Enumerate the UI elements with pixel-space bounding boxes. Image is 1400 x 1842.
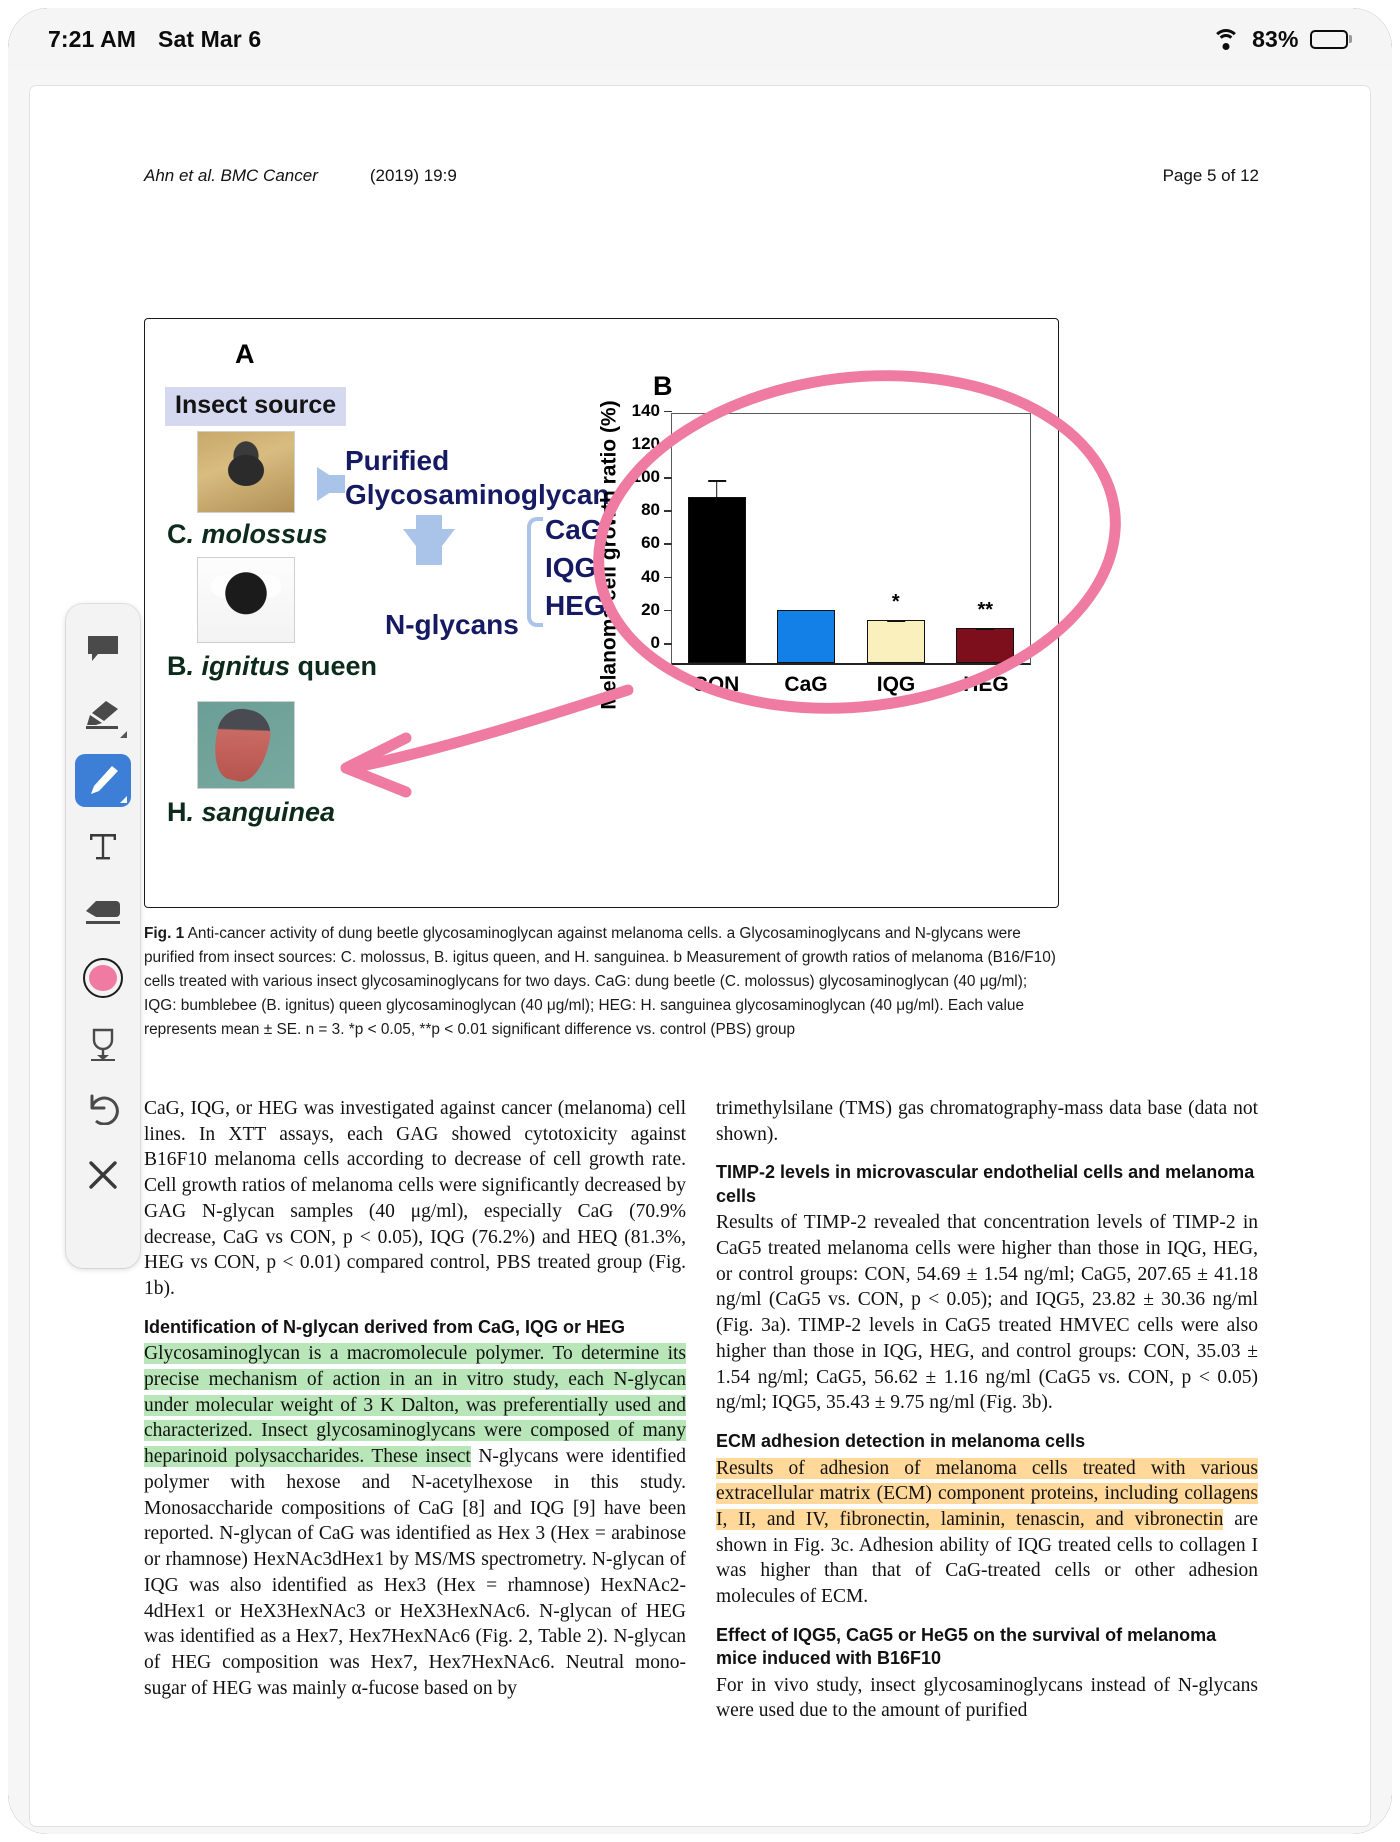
tool-options-corner-icon[interactable] bbox=[120, 731, 127, 738]
highlighter-tool[interactable] bbox=[75, 688, 131, 742]
species-name-3: H. sanguinea bbox=[167, 797, 336, 827]
text-tool[interactable] bbox=[75, 819, 131, 873]
running-head bbox=[144, 166, 1259, 186]
right-heading-3: Effect of IQG5, CaG5 or HeG5 on the survival of melanoma mice induced with B16F10 bbox=[716, 1624, 1217, 1669]
arrow-right-icon bbox=[317, 467, 343, 501]
photo-c-molossus bbox=[197, 431, 295, 513]
screen bbox=[8, 8, 1392, 1834]
arrow-down-icon bbox=[403, 529, 455, 563]
text-T-icon bbox=[88, 830, 118, 862]
y-tick-120: 120 bbox=[632, 434, 672, 454]
insect-source-label: Insect source bbox=[165, 387, 346, 426]
gag-list: CaG IQG HEG bbox=[545, 514, 606, 622]
species-name-1: C. molossus bbox=[167, 519, 328, 549]
y-tick-40: 40 bbox=[641, 567, 672, 587]
status-date: Sat Mar 6 bbox=[158, 25, 262, 52]
chart-bars bbox=[672, 414, 1030, 663]
x-tick-con: CON bbox=[692, 673, 740, 696]
comment-tool[interactable] bbox=[75, 622, 131, 676]
color-circle-icon bbox=[83, 958, 123, 998]
left-para-1: CaG, IQG, or HEG was investigated against cancer (melanoma) cell lines. In XTT assays, each GAG showed cytotoxicity against B16F10 melanoma cells according to decrease of cell growth rate. Cell growth ratios of melanoma cells were significantly decreased by GAG N-glycan samples (40 μg/ml), especially CaG (70.9% decrease, CaG vs CON, p < 0.05), IQG (76.2%) and HEQ (81.3%, HEG vs CON, p < 0.01) compared control, PBS treated group (Fig. 1b). bbox=[144, 1098, 686, 1300]
running-head-volume: (2019) 19:9 bbox=[369, 166, 457, 185]
right-heading-1: TIMP-2 levels in microvascular endothelial cells and melanoma cells bbox=[716, 1162, 1255, 1206]
right-para-2: Results of TIMP-2 revealed that concentration levels of TIMP-2 in CaG5 treated melanoma cells were higher than those in IQG, HEG, or control groups: CON, 54.69 ± 1.54 ng/ml; CaG5, 207.65 ± 41.18 ng/ml (CaG5 vs. CON, p < 0.05); and IQG5, 23.82 ± 30.36 ng/ml (Fig. 3a). TIMP-2 levels in CaG5 treated HMVEC cells were also higher than those in IQG, HEG, and control groups: CON, 35.03 ± 1.54 ng/ml; CaG5, 56.62 ± 1.16 ng/ml (CaG5 vs. CON, p < 0.05) ng/ml; IQG5, 35.43 ± 9.75 ng/ml (Fig. 3b). bbox=[716, 1212, 1258, 1414]
bar-group-cag bbox=[777, 414, 835, 663]
significance-heg: ** bbox=[977, 599, 994, 622]
x-tick-iqg: IQG bbox=[876, 673, 916, 696]
figure-1 bbox=[144, 318, 1059, 908]
annotation-toolbar[interactable] bbox=[66, 604, 140, 1268]
undo-tool[interactable] bbox=[75, 1083, 131, 1137]
lasso-cup-icon bbox=[88, 1027, 118, 1061]
status-time: 7:21 AM bbox=[48, 25, 137, 52]
panel-b-label: B bbox=[653, 371, 673, 401]
brace-icon bbox=[527, 517, 543, 627]
pdf-page bbox=[30, 86, 1370, 1826]
undo-arrow-icon bbox=[86, 1093, 120, 1125]
chart-x-axis bbox=[671, 673, 1031, 697]
eraser-icon bbox=[84, 897, 122, 927]
bar-iqg bbox=[867, 590, 925, 663]
body-columns bbox=[144, 1096, 1259, 1738]
close-tool[interactable] bbox=[75, 1148, 131, 1202]
left-para-2-rest: N-glycans were identified polymer with hexose and N-acetylhexose in this study. Monosaccharide compositions of CaG [8] and IQG [9] have been reported. N-glycan of CaG was identified as Hex 3 (Hex = arabinose or rhamnose) HexNAc3dHex1 by MS/MS spectrometry. N-glycan of IQG was also identified as Hex3 (Hex = rhamnose) HexNAc2-4dHex1 or HeX3HexNAc3 or HeX3HexNAc6. N-glycan of HEG was identified as a Hex7, Hex7HexNAc6 (Fig. 2, Table 2). N-glycan of HEG composition was Hex7, Hex7HexNAc6. Neutral mono-sugar of HEG was mainly α-fucose based on by bbox=[144, 1446, 686, 1699]
purified-gag-label: Purified Glycosaminoglycan bbox=[345, 445, 610, 511]
caption-label: Fig. 1 bbox=[144, 925, 185, 942]
right-column bbox=[716, 1096, 1258, 1738]
battery-icon bbox=[1310, 30, 1353, 49]
y-tick-60: 60 bbox=[641, 533, 672, 553]
bar-group-con bbox=[688, 414, 746, 663]
orange-highlight-1: Results of adhesion of melanoma cells treated with various extracellular matrix (ECM) component proteins, including collagens I, II, and IV, fibronectin, laminin, tenascin, and vibronectin bbox=[716, 1457, 1258, 1530]
y-tick-80: 80 bbox=[641, 500, 672, 520]
bar-group-heg bbox=[956, 414, 1014, 663]
figure-caption bbox=[144, 922, 1059, 1041]
photo-b-ignitus bbox=[197, 557, 295, 643]
status-bar bbox=[8, 8, 1392, 70]
color-swatch-tool[interactable] bbox=[75, 951, 131, 1005]
y-tick-100: 100 bbox=[632, 467, 672, 487]
pen-tool[interactable] bbox=[75, 754, 131, 808]
wifi-icon bbox=[1211, 28, 1241, 50]
right-para-3 bbox=[716, 1456, 1258, 1610]
y-tick-140: 140 bbox=[632, 401, 672, 421]
bar-heg bbox=[956, 599, 1014, 663]
nglycans-label: N-glycans bbox=[385, 609, 519, 640]
significance-iqg: * bbox=[891, 590, 900, 613]
y-tick-0: 0 bbox=[651, 633, 672, 653]
bar-chart-panel-b bbox=[597, 400, 1049, 710]
running-head-citation: Ahn et al. BMC Cancer bbox=[144, 166, 318, 185]
x-tick-heg: HEG bbox=[963, 673, 1009, 696]
page-indicator: Page 5 of 12 bbox=[1162, 166, 1259, 185]
x-tick-cag: CaG bbox=[784, 673, 828, 696]
green-highlight-1: Glycosaminoglycan is a macromolecule polymer. To determine its precise mechanism of action in an in vitro study, each N-glycan under molecular weight of 3 K Dalton, was preferentially used and characterized. Insect glycosaminoglycans were composed of many heparinoid polysaccharides. These insect bbox=[144, 1343, 686, 1468]
drag-handle[interactable] bbox=[75, 1214, 131, 1268]
left-para-2 bbox=[144, 1341, 686, 1701]
left-column bbox=[144, 1096, 686, 1738]
chart-plot-area bbox=[631, 400, 1031, 665]
chart-y-axis-label: Melanoma cell growth ratio (%) bbox=[598, 400, 621, 710]
left-heading-1: Identification of N-glycan derived from CaG, IQG or HEG bbox=[144, 1316, 626, 1337]
close-x-icon bbox=[87, 1159, 119, 1191]
panel-a-label: A bbox=[235, 339, 255, 369]
eraser-tool[interactable] bbox=[75, 885, 131, 939]
pdf-viewport[interactable] bbox=[8, 70, 1392, 1834]
pen-icon bbox=[86, 764, 120, 796]
tool-options-corner-icon[interactable] bbox=[120, 796, 127, 803]
highlighter-icon bbox=[84, 699, 122, 731]
lasso-tool[interactable] bbox=[75, 1017, 131, 1071]
battery-percent-label: 83% bbox=[1252, 25, 1299, 52]
y-tick-20: 20 bbox=[641, 600, 672, 620]
right-para-3-rest: are shown in Fig. 3c. Adhesion ability of IQG treated cells to collagen I was higher than that of CaG-treated cells or other adhesion molecules of ECM. bbox=[716, 1508, 1258, 1608]
bar-con bbox=[688, 497, 746, 663]
bar-cag bbox=[777, 610, 835, 663]
caption-text: Anti-cancer activity of dung beetle glycosaminoglycan against melanoma cells. a Glycosaminoglycans and N-glycans were purified from insect sources: C. molossus, B. igitus queen, and H. sanguinea. b Measurement of growth ratios of melanoma (B16/F10) cells treated with various insect glycosaminoglycans for two days. CaG: dung beetle (C. molossus) glycosaminoglycan (40 μg/ml); IQG: bumblebee (B. ignitus) queen glycosaminoglycan (40 μg/ml); HEG: H. sanguinea glycosaminoglycan (40 μg/ml). Each value represents mean ± SE. n = 3. *p < 0.05, **p < 0.01 significant difference vs. control (PBS) group bbox=[144, 925, 1056, 1038]
bar-group-iqg bbox=[867, 414, 925, 663]
photo-h-sanguinea bbox=[197, 701, 295, 789]
speech-bubble-icon bbox=[86, 634, 120, 664]
right-para-4: For in vivo study, insect glycosaminoglycans instead of N-glycans were used due to the amount of purified bbox=[716, 1674, 1258, 1722]
right-para-1: trimethylsilane (TMS) gas chromatography-mass data base (data not shown). bbox=[716, 1098, 1258, 1145]
right-heading-2: ECM adhesion detection in melanoma cells bbox=[716, 1431, 1086, 1452]
species-name-2: B. ignitus queen bbox=[167, 651, 378, 681]
